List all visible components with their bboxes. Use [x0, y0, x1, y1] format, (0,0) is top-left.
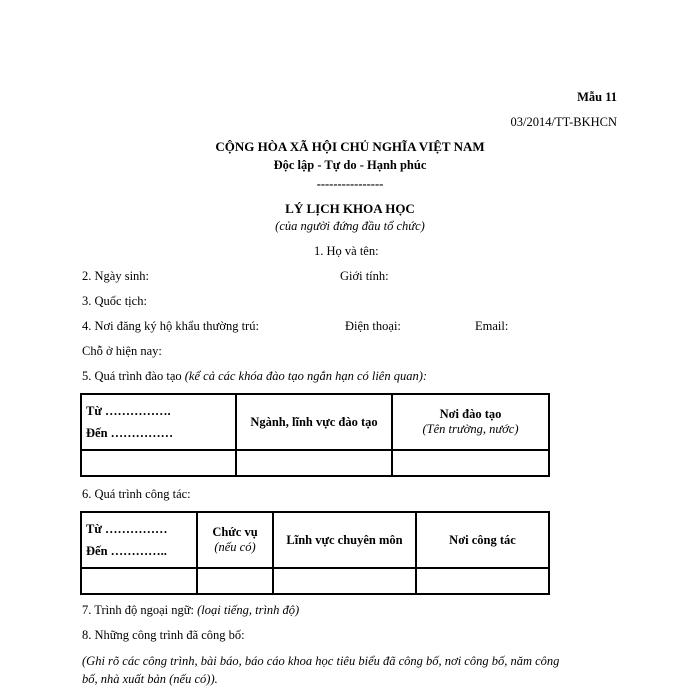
section8-heading: 8. Những công trình đã công bố: [82, 628, 245, 642]
field-current-address: Chỗ ở hiện nay: [82, 344, 162, 358]
work-specialty-header: Lĩnh vực chuyên môn [273, 512, 416, 568]
field-nationality: 3. Quốc tịch: [82, 294, 147, 308]
training-place-header [392, 394, 549, 450]
field-email: Email: [475, 319, 509, 333]
work-cell[interactable] [81, 568, 197, 594]
circular-number: 03/2014/TT-BKHCN [510, 115, 617, 129]
nation-title: CỘNG HÒA XÃ HỘI CHỦ NGHĨA VIỆT NAM [215, 139, 485, 154]
work-cell[interactable] [416, 568, 549, 594]
work-position-header [197, 512, 273, 568]
work-history-table [80, 511, 550, 595]
field-phone: Điện thoại: [345, 319, 401, 333]
work-from-to-header [81, 512, 197, 568]
training-from: Từ ……………. [86, 404, 171, 418]
work-place-header: Nơi công tác [416, 512, 549, 568]
section7-heading [82, 603, 299, 618]
work-cell[interactable] [273, 568, 416, 594]
training-cell[interactable] [236, 450, 392, 476]
training-place-note: (Tên trường, nước) [422, 422, 519, 436]
form-number: Mẫu 11 [577, 90, 617, 104]
training-from-to-header [81, 394, 236, 450]
work-position-note: (nếu có) [214, 540, 256, 554]
training-cell[interactable] [392, 450, 549, 476]
section5-note: (kể cả các khóa đào tạo ngắn hạn có liên quan): [184, 369, 428, 383]
section7-note: (loại tiếng, trình độ) [197, 603, 300, 617]
document-title: LÝ LỊCH KHOA HỌC [285, 201, 415, 216]
work-position-label: Chức vụ [212, 525, 258, 539]
header-separator: ---------------- [316, 177, 384, 191]
work-from: Từ …………… [86, 522, 168, 536]
section5-heading [82, 369, 427, 384]
field-dob: 2. Ngày sinh: [82, 269, 150, 283]
document-subtitle: (của người đứng đầu tổ chức) [275, 219, 425, 233]
section6-heading: 6. Quá trình công tác: [82, 487, 191, 501]
training-place-label: Nơi đào tạo [439, 407, 502, 421]
section8-note-line2: bố, nhà xuất bản (nếu có)). [82, 672, 218, 686]
training-to: Đến …………… [86, 426, 174, 440]
section8-note-line1: (Ghi rõ các công trình, bài báo, báo cáo khoa học tiêu biểu đã công bố, nơi công bố, năm công [82, 654, 560, 668]
national-motto: Độc lập - Tự do - Hạnh phúc [273, 158, 427, 172]
field-name: 1. Họ và tên: [314, 244, 379, 258]
field-gender: Giới tính: [340, 269, 389, 283]
field-residence: 4. Nơi đăng ký hộ khẩu thường trú: [82, 319, 259, 333]
training-cell[interactable] [81, 450, 236, 476]
section5-label: 5. Quá trình đào tạo [82, 369, 182, 383]
work-cell[interactable] [197, 568, 273, 594]
section7-label: 7. Trình độ ngoại ngữ: [82, 603, 194, 617]
training-table [80, 393, 550, 477]
work-to: Đến ………….. [86, 544, 167, 558]
training-field-header: Ngành, lĩnh vực đào tạo [236, 394, 392, 450]
